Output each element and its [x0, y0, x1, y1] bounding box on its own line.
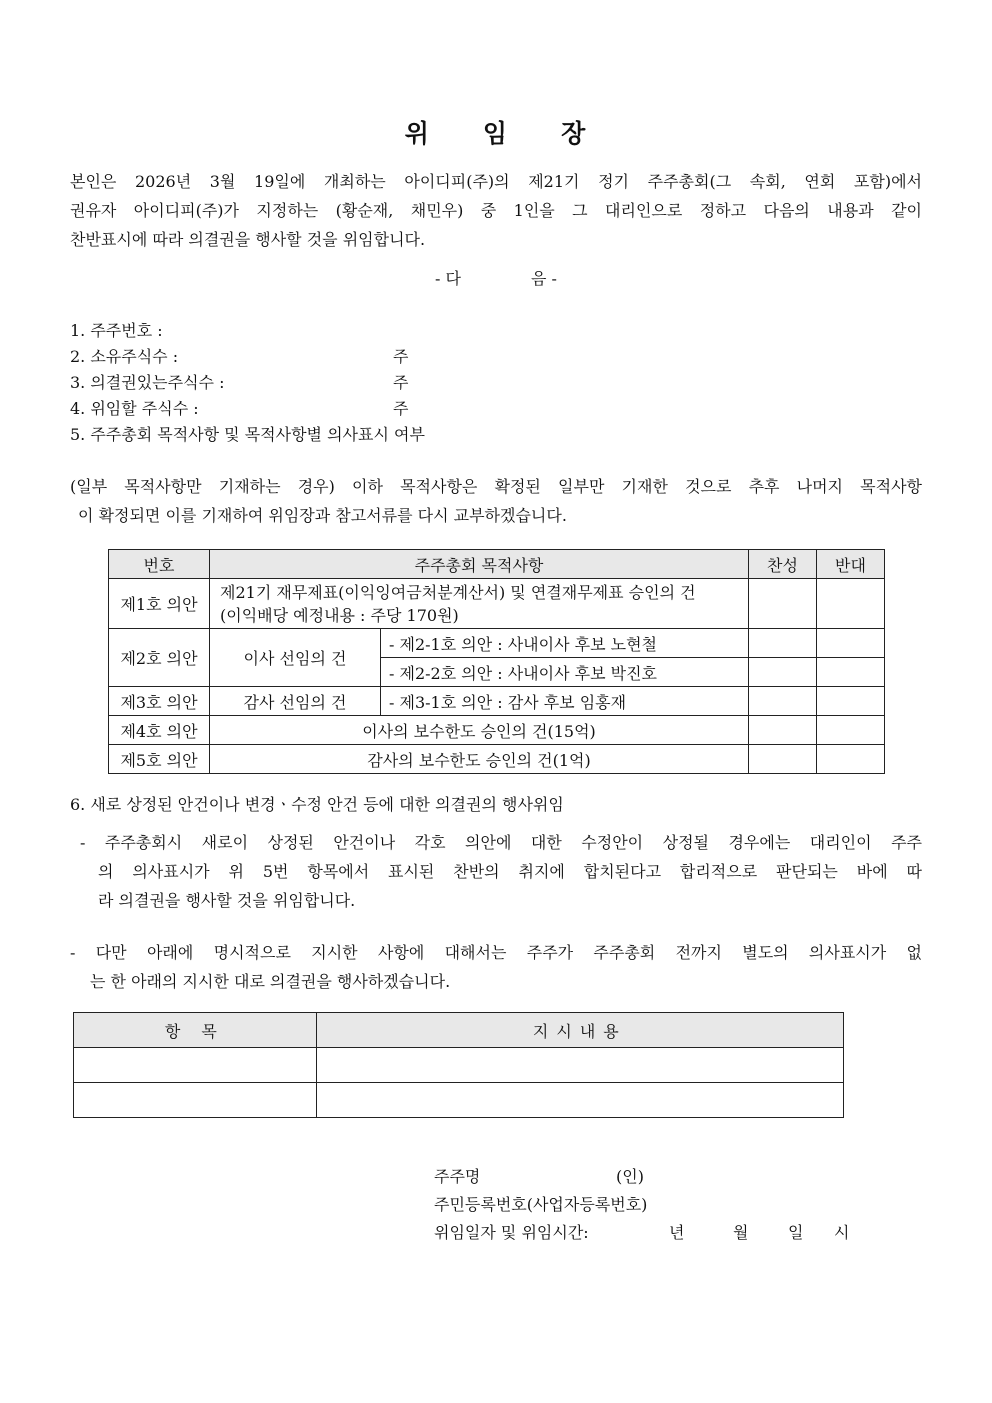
shareholder-name-label: 주주명: [434, 1167, 481, 1186]
date-year: 년: [669, 1223, 685, 1242]
vote-for-cell[interactable]: [749, 687, 817, 716]
vote-for-cell[interactable]: [749, 579, 817, 629]
agenda-name: 이사 선임의 건: [210, 629, 381, 687]
unit-voting-shares: 주: [393, 373, 409, 392]
table-row: [74, 1048, 844, 1083]
header-instruction: 지시내용: [316, 1013, 843, 1048]
section6-p2-line-1: - 다만 아래에 명시적으로 지시한 사항에 대해서는 주주가 주주총회 전까지 별도의 의사표시가 없: [70, 943, 922, 962]
agenda-no: 제4호 의안: [109, 716, 210, 745]
agenda-sub-item: - 제2-2호 의안 : 사내이사 후보 박진호: [381, 658, 749, 687]
agenda-sub-item: - 제2-1호 의안 : 사내이사 후보 노현철: [381, 629, 749, 658]
da-eum-right: 음 -: [531, 269, 557, 288]
section6-p1-line-1: - 주주총회시 새로이 상정된 안건이나 각호 의안에 대한 수정안이 상정될 경우에는 대리인이 주주: [80, 833, 922, 852]
header-no: 번호: [109, 550, 210, 579]
agenda-header-row: [109, 550, 885, 579]
partial-note: [70, 472, 922, 530]
agenda-item: 감사의 보수한도 승인의 건(1억): [210, 745, 749, 774]
header-item-name: 항 목: [74, 1013, 317, 1048]
intro-line-1: 본인은 2026년 3월 19일에 개최하는 아이디피(주)의 제21기 정기 주주총회(그 속회, 연회 포함)에서: [70, 172, 922, 191]
table-row: [109, 745, 885, 774]
instruction-table: [73, 1012, 844, 1118]
instruction-item-cell[interactable]: [74, 1048, 317, 1083]
agenda-table: [108, 549, 885, 774]
agenda-item: [210, 579, 749, 629]
agenda-item-line-1: 제21기 재무제표(이익잉여금처분계산서) 및 연결재무제표 승인의 건: [220, 582, 696, 602]
unit-delegated-shares: 주: [393, 399, 409, 418]
section6-paragraph-2: [70, 938, 922, 996]
da-eum-heading: [0, 266, 992, 289]
intro-line-2: 권유자 아이디피(주)가 지정하는 (황순재, 채민우) 중 1인을 그 대리인으로 정하고 다음의 내용과 같이: [70, 201, 922, 220]
seal-mark: (인): [616, 1167, 644, 1186]
item-owned-shares: 2. 소유주식수 :: [70, 347, 179, 366]
section6-p2-line-2: 는 한 아래의 지시한 대로 의결권을 행사하겠습니다.: [90, 972, 451, 991]
table-row: [109, 687, 885, 716]
vote-against-cell[interactable]: [817, 745, 885, 774]
vote-against-cell[interactable]: [817, 716, 885, 745]
section6-p1-line-3: 라 의결권을 행사할 것을 위임합니다.: [98, 891, 356, 910]
document-title: [0, 114, 992, 150]
unit-owned-shares: 주: [393, 347, 409, 366]
table-row: [109, 716, 885, 745]
instruction-item-cell[interactable]: [74, 1083, 317, 1118]
title-char-1: 위: [404, 119, 431, 148]
instruction-content-cell[interactable]: [316, 1048, 843, 1083]
table-row: [109, 629, 885, 658]
date-hour: 시: [834, 1223, 850, 1242]
title-char-3: 장: [561, 119, 588, 148]
partial-note-line-1: (일부 목적사항만 기재하는 경우) 이하 목적사항은 확정된 일부만 기재한 것으로 추후 나머지 목적사항: [70, 477, 922, 496]
delegation-date-label: 위임일자 및 위임시간:: [434, 1223, 589, 1242]
agenda-no: 제2호 의안: [109, 629, 210, 687]
intro-paragraph: [70, 167, 922, 254]
vote-for-cell[interactable]: [749, 658, 817, 687]
agenda-sub-item: - 제3-1호 의안 : 감사 후보 임홍재: [381, 687, 749, 716]
agenda-no: 제1호 의안: [109, 579, 210, 629]
agenda-item-line-2: (이익배당 예정내용 : 주당 170원): [220, 605, 459, 625]
item-shareholder-number: 1. 주주번호 :: [70, 321, 163, 340]
vote-against-cell[interactable]: [817, 579, 885, 629]
da-eum-left: - 다: [435, 269, 461, 288]
item-voting-shares: 3. 의결권있는주식수 :: [70, 373, 225, 392]
section6-paragraph-1: [80, 828, 922, 915]
agenda-name: 감사 선임의 건: [210, 687, 381, 716]
vote-for-cell[interactable]: [749, 629, 817, 658]
table-row: [74, 1083, 844, 1118]
vote-for-cell[interactable]: [749, 716, 817, 745]
item-delegated-shares: 4. 위임할 주식수 :: [70, 399, 199, 418]
partial-note-line-2: 이 확정되면 이를 기재하여 위임장과 참고서류를 다시 교부하겠습니다.: [78, 506, 567, 525]
header-for: 찬성: [749, 550, 817, 579]
vote-against-cell[interactable]: [817, 658, 885, 687]
table-row: [109, 579, 885, 629]
vote-for-cell[interactable]: [749, 745, 817, 774]
date-month: 월: [733, 1223, 749, 1242]
agenda-no: 제3호 의안: [109, 687, 210, 716]
vote-against-cell[interactable]: [817, 687, 885, 716]
agenda-item: 이사의 보수한도 승인의 건(15억): [210, 716, 749, 745]
section6-p1-line-2: 의 의사표시가 위 5번 항목에서 표시된 찬반의 취지에 합치된다고 합리적으로 판단되는 바에 따: [98, 862, 922, 881]
registration-number-label: 주민등록번호(사업자등록번호): [434, 1195, 648, 1214]
instruction-content-cell[interactable]: [316, 1083, 843, 1118]
agenda-no: 제5호 의안: [109, 745, 210, 774]
intro-line-3: 찬반표시에 따라 의결권을 행사할 것을 위임합니다.: [70, 230, 426, 249]
item-agenda-intent: 5. 주주총회 목적사항 및 목적사항별 의사표시 여부: [70, 425, 425, 444]
instruction-header-row: [74, 1013, 844, 1048]
section6-title: 6. 새로 상정된 안건이나 변경ㆍ수정 안건 등에 대한 의결권의 행사위임: [70, 795, 564, 814]
header-item: 주주총회 목적사항: [210, 550, 749, 579]
header-against: 반대: [817, 550, 885, 579]
title-char-2: 임: [482, 119, 510, 148]
date-day: 일: [788, 1223, 804, 1242]
vote-against-cell[interactable]: [817, 629, 885, 658]
